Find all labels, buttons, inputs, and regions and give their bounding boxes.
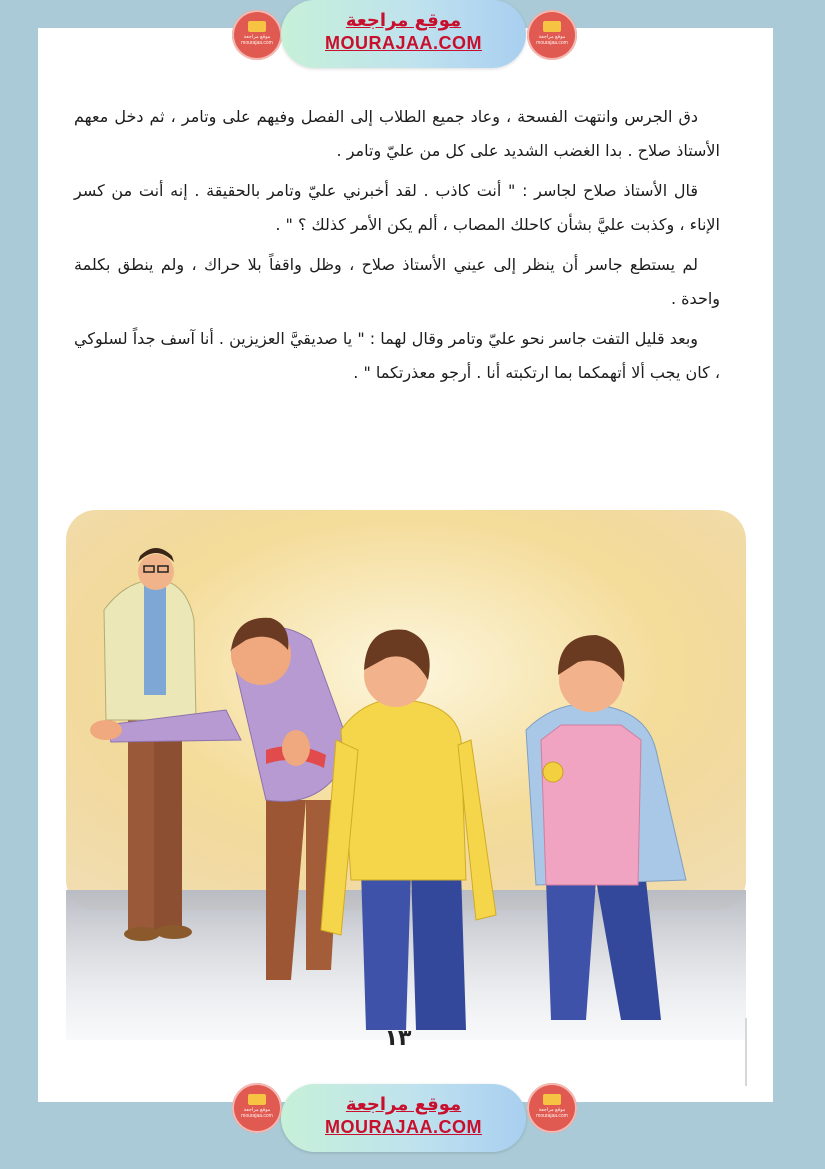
badge-caption-en: mourajaa.com (536, 40, 568, 46)
badge-caption-ar: موقع مراجعة (538, 34, 566, 40)
paragraph-4: وبعد قليل التفت جاسر نحو عليّ وتامر وقال لهما : " يا صديقيَّ العزيزين . أنا آسف جداً لسلوكي ، كان يجب ألا أتهمكما بما ارتكبته أنا . أرجو معذرتكما " . (73, 329, 720, 382)
watermark-arabic: موقع مراجعة (345, 10, 462, 31)
logo-badge-right-bottom (527, 1083, 577, 1133)
paragraph-3: لم يستطع جاسر أن ينظر إلى عيني الأستاذ صلاح ، وظل واقفاً بلا حراك ، ولم ينطق بكلمة واحدة . (74, 255, 720, 308)
book-icon (543, 21, 561, 32)
badge-caption-en: mourajaa.com (241, 1113, 273, 1119)
page-edge-line (745, 1018, 747, 1086)
page-number: ١٣ (384, 1026, 412, 1051)
logo-badge-left-top (232, 10, 282, 60)
watermark-banner-top[interactable] (281, 0, 526, 68)
book-icon (543, 1094, 561, 1105)
paragraph-2: قال الأستاذ صلاح لجاسر : " أنت كاذب . لقد أخبرني عليّ وتامر بالحقيقة . إنه أنت من كسر الإناء ، وكذبت عليَّ بشأن كاحلك المصاب ، ألم يكن الأمر كذلك ؟ " . (74, 181, 720, 234)
badge-caption-en: mourajaa.com (536, 1113, 568, 1119)
watermark-latin: MOURAJAA.COM (325, 1117, 482, 1137)
logo-badge-left-bottom (232, 1083, 282, 1133)
book-icon (248, 21, 266, 32)
story-illustration (66, 500, 746, 1045)
watermark-banner-bottom[interactable] (281, 1084, 526, 1152)
story-text (74, 100, 720, 396)
paragraph-1: دق الجرس وانتهت الفسحة ، وعاد جميع الطلاب إلى الفصل وفيهم على وتامر ، ثم دخل معهم الأستاذ صلاح . بدا الغضب الشديد على كل من عليّ وتامر . (74, 107, 720, 160)
badge-caption-ar: موقع مراجعة (538, 1107, 566, 1113)
watermark-latin: MOURAJAA.COM (325, 33, 482, 53)
book-icon (248, 1094, 266, 1105)
watermark-arabic: موقع مراجعة (345, 1094, 462, 1115)
logo-badge-right-top (527, 10, 577, 60)
badge-caption-ar: موقع مراجعة (243, 34, 271, 40)
badge-caption-en: mourajaa.com (241, 40, 273, 46)
badge-caption-ar: موقع مراجعة (243, 1107, 271, 1113)
